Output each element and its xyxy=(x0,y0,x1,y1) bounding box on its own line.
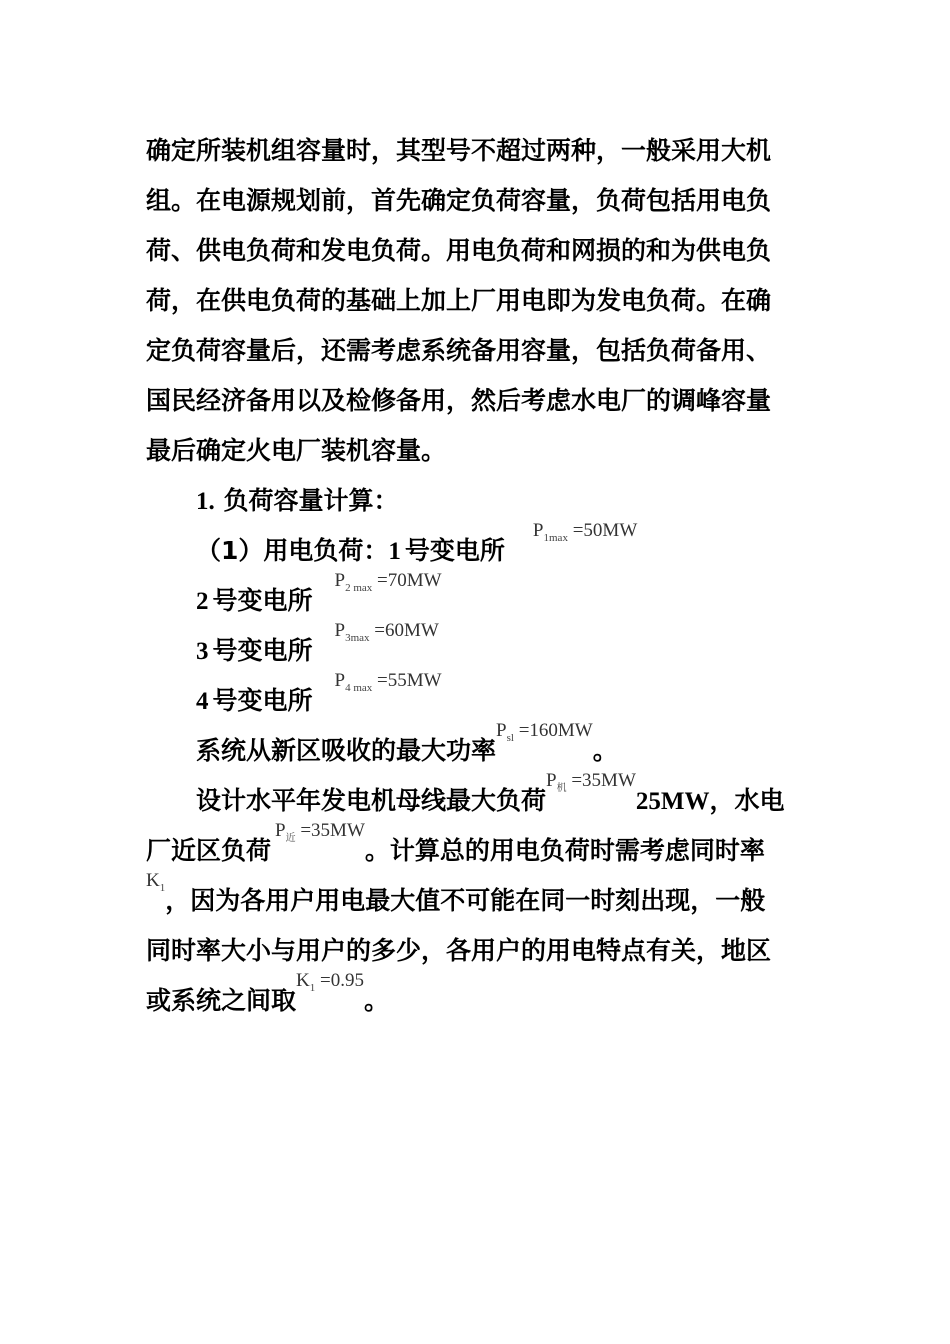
paragraph-line: 组。在电源规划前，首先确定负荷容量，负荷包括用电负 xyxy=(146,186,772,215)
formula-p1max: $P_{1max} =50MW$ xyxy=(532,520,638,544)
load-item-3 xyxy=(196,620,439,672)
formula-p2max: $P_{2 max} =70MW$ xyxy=(334,570,442,594)
paragraph2-line-4: 同时率大小与用户的多少，各用户的用电特点有关，地区 xyxy=(146,936,772,965)
load-item-4 xyxy=(196,670,442,722)
formula-k1-value: $K_1 =0.95$ xyxy=(296,970,364,994)
substation-label: 号变电所 xyxy=(404,536,505,565)
paragraph2-line-5: 或系统之间取$K_1 =0.95$。 xyxy=(146,970,389,1015)
substation-number: 4 xyxy=(196,688,209,715)
substation-label: 号变电所 xyxy=(212,686,313,715)
system-power-text: 系统从新区吸收的最大功率 xyxy=(196,736,497,765)
substation-number: 3 xyxy=(196,638,209,665)
formula-p3max: $P_{3max} =60MW$ xyxy=(334,620,439,644)
load-item-2 xyxy=(196,570,442,622)
paragraph2-line-2: 厂近区负荷$P_近 =35MW$。计算总的用电负荷时需考虑同时率 xyxy=(146,820,765,865)
paragraph2-line-1: 设计水平年发电机母线最大负荷$P_机 =35MW25MW$，水电 xyxy=(196,770,785,815)
load-item-prefix: （1）用电负荷： xyxy=(196,536,389,565)
sentence-end: 。 xyxy=(592,736,618,765)
substation-label: 号变电所 xyxy=(212,586,313,615)
system-power-line xyxy=(196,720,618,771)
paragraph2-line-3: $K_1$，因为各用户用电最大值不可能在同一时刻出现，一般 xyxy=(146,870,766,915)
section-heading xyxy=(196,481,398,522)
paragraph-line: 定负荷容量后，还需考虑系统备用容量，包括负荷备用、 xyxy=(146,336,772,365)
paragraph-line: 荷、供电负荷和发电负荷。用电负荷和网损的和为供电负 xyxy=(146,236,772,265)
substation-label: 号变电所 xyxy=(212,636,313,665)
load-item-1 xyxy=(196,520,638,572)
substation-number: 1 xyxy=(388,538,401,565)
section-number: 1. xyxy=(196,488,215,515)
paragraph-line: 确定所装机组容量时，其型号不超过两种，一般采用大机 xyxy=(146,136,772,165)
formula-k1: $K_1$ xyxy=(146,870,166,894)
bold-value: 25MW xyxy=(635,788,710,815)
section-title: 负荷容量计算： xyxy=(223,486,399,515)
paragraph-line: 荷，在供电负荷的基础上加上厂用电即为发电负荷。在确 xyxy=(146,286,772,315)
paragraph-line: 国民经济备用以及检修备用，然后考虑水电厂的调峰容量 xyxy=(146,386,772,415)
paragraph-line: 最后确定火电厂装机容量。 xyxy=(146,436,447,465)
substation-number: 2 xyxy=(196,588,209,615)
formula-p-ji: $P_机 =35MW$ xyxy=(546,770,636,794)
formula-psl: $P_{sl} =160MW$ xyxy=(496,720,593,744)
formula-p-jin: $P_近 =35MW$ xyxy=(275,820,365,844)
formula-p4max: $P_{4 max} =55MW$ xyxy=(334,670,442,694)
